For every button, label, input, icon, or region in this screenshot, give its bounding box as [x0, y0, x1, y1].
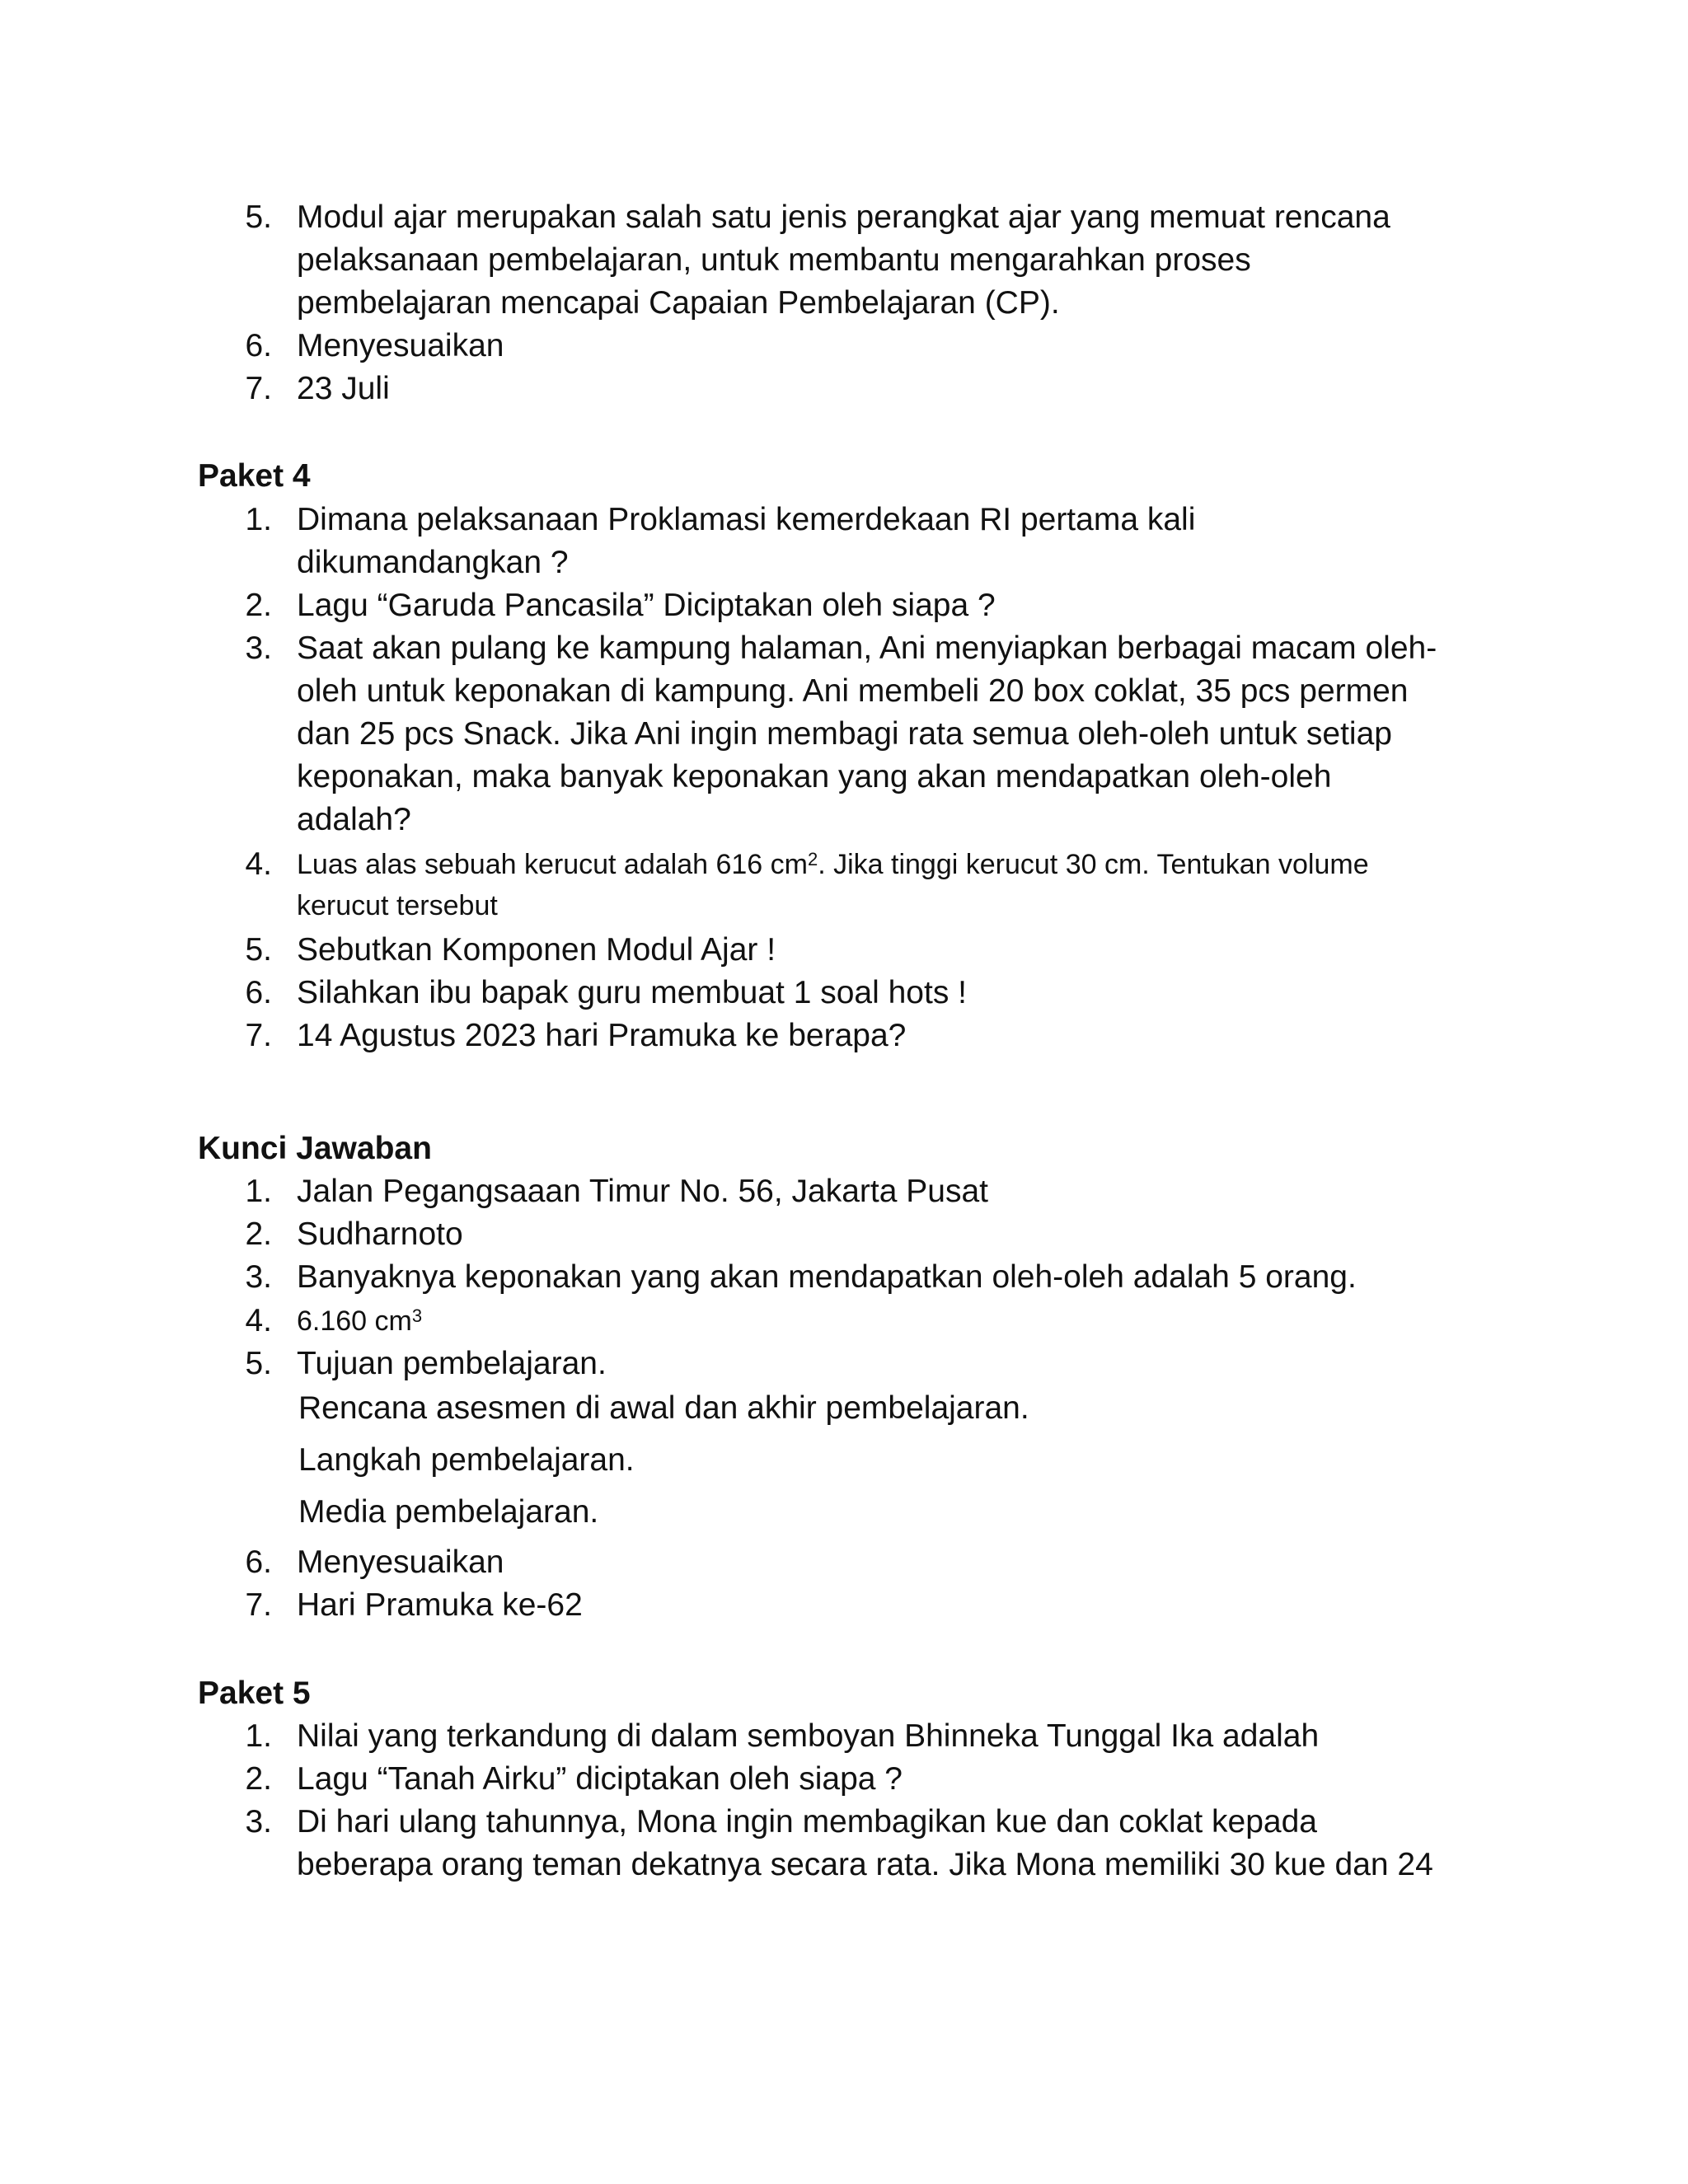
list-text-part: 6.160 cm	[297, 1305, 412, 1337]
section-heading-paket-4: Paket 4	[198, 458, 311, 494]
list-text: adalah?	[297, 802, 411, 837]
list-number: 4.	[245, 846, 272, 882]
list-text: Langkah pembelajaran.	[298, 1442, 635, 1478]
list-number: 5.	[245, 199, 272, 235]
list-number: 2.	[245, 1761, 272, 1797]
list-text: pembelajaran mencapai Capaian Pembelajaran (CP).	[297, 285, 1060, 321]
list-number: 5.	[245, 932, 272, 968]
list-text: Di hari ulang tahunnya, Mona ingin membagikan kue dan coklat kepada	[297, 1804, 1317, 1840]
list-text	[297, 1300, 422, 1343]
list-number: 7.	[245, 1018, 272, 1053]
list-text: Sudharnoto	[297, 1216, 463, 1252]
list-text: dikumandangkan ?	[297, 545, 569, 580]
list-number: 1.	[245, 1718, 272, 1754]
list-number: 1.	[245, 1174, 272, 1209]
list-text: Menyesuaikan	[297, 328, 504, 363]
list-text-part: Luas alas sebuah kerucut adalah 616 cm	[297, 849, 808, 880]
section-heading-paket-5: Paket 5	[198, 1675, 311, 1711]
superscript: 3	[411, 1305, 423, 1326]
list-text: Menyesuaikan	[297, 1544, 504, 1580]
list-number: 7.	[245, 371, 272, 406]
list-text: Lagu “Tanah Airku” diciptakan oleh siapa ?	[297, 1761, 903, 1797]
list-text: Silahkan ibu bapak guru membuat 1 soal hots !	[297, 975, 968, 1010]
list-text: Jalan Pegangsaaan Timur No. 56, Jakarta Pusat	[297, 1174, 988, 1209]
list-number: 3.	[245, 1259, 272, 1295]
list-text: Modul ajar merupakan salah satu jenis perangkat ajar yang memuat rencana	[297, 199, 1390, 235]
list-text: Rencana asesmen di awal dan akhir pembelajaran.	[298, 1390, 1029, 1426]
list-text: Saat akan pulang ke kampung halaman, Ani menyiapkan berbagai macam oleh-	[297, 630, 1437, 666]
list-text: 23 Juli	[297, 371, 390, 406]
superscript: 2	[807, 849, 818, 869]
list-number: 3.	[245, 1804, 272, 1840]
list-number: 3.	[245, 630, 272, 666]
list-text: Nilai yang terkandung di dalam semboyan Bhinneka Tunggal Ika adalah	[297, 1718, 1320, 1754]
list-text: Dimana pelaksanaan Proklamasi kemerdekaan RI pertama kali	[297, 502, 1196, 537]
list-number: 2.	[245, 588, 272, 623]
list-text: Tujuan pembelajaran.	[297, 1346, 607, 1381]
list-number: 7.	[245, 1587, 272, 1623]
list-number: 5.	[245, 1346, 272, 1381]
list-text: kerucut tersebut	[297, 890, 498, 921]
list-number: 6.	[245, 328, 272, 363]
section-heading-kunci-jawaban: Kunci Jawaban	[198, 1131, 432, 1166]
list-text: Sebutkan Komponen Modul Ajar !	[297, 932, 776, 968]
list-text: Lagu “Garuda Pancasila” Diciptakan oleh siapa ?	[297, 588, 996, 623]
list-text-part: . Jika tinggi kerucut 30 cm. Tentukan volume	[818, 849, 1369, 880]
list-text: keponakan, maka banyak keponakan yang akan mendapatkan oleh-oleh	[297, 759, 1332, 794]
list-text: Media pembelajaran.	[298, 1494, 599, 1530]
list-text: pelaksanaan pembelajaran, untuk membantu mengarahkan proses	[297, 242, 1251, 278]
list-number: 1.	[245, 502, 272, 537]
list-text: beberapa orang teman dekatnya secara rata. Jika Mona memiliki 30 kue dan 24	[297, 1847, 1433, 1882]
list-number: 4.	[245, 1303, 272, 1338]
list-text: Banyaknya keponakan yang akan mendapatkan oleh-oleh adalah 5 orang.	[297, 1259, 1357, 1295]
list-text: oleh untuk keponakan di kampung. Ani membeli 20 box coklat, 35 pcs permen	[297, 673, 1409, 709]
list-number: 2.	[245, 1216, 272, 1252]
list-text: 14 Agustus 2023 hari Pramuka ke berapa?	[297, 1018, 907, 1053]
list-number: 6.	[245, 1544, 272, 1580]
list-text: Hari Pramuka ke-62	[297, 1587, 583, 1623]
list-number: 6.	[245, 975, 272, 1010]
list-text: dan 25 pcs Snack. Jika Ani ingin membagi rata semua oleh-oleh untuk setiap	[297, 716, 1392, 752]
list-text	[297, 843, 1369, 886]
